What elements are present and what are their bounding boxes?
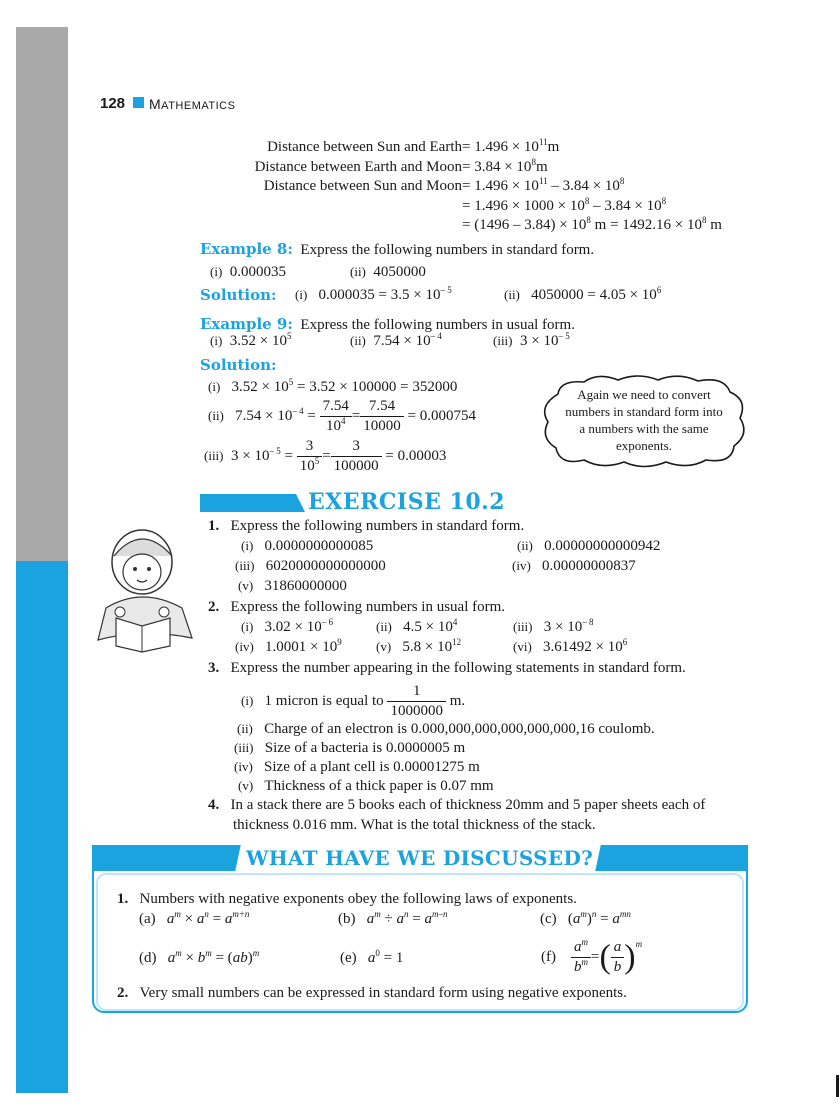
q3-part-iii: (iii) Size of a bacteria is 0.0000005 m (234, 740, 466, 756)
example-9-solution-iii: (iii) $3 \times 10^{- 5}$ = $\frac{3}{10^5}$ = $\frac{3}{100000}$ = 0.00003 (204, 438, 447, 474)
law-b: (b) $a^m \div a^n = a^{m-n}$ (338, 909, 448, 927)
example-9: Example 9: Express the following numbers in usual form. (200, 315, 575, 333)
q2-part-v: (v) $5.8 \times 10^{12}$ (376, 637, 462, 655)
discussed-point-2: 2. Very small numbers can be expressed in standard form using negative exponents. (117, 985, 627, 1001)
example-8-solution-heading: Solution: (200, 286, 277, 304)
sidebar-gray-band (16, 27, 68, 561)
q1-part-iv: (iv) 0.00000000837 (512, 558, 636, 574)
example-9-solution-heading: Solution: (200, 356, 277, 374)
page-edge-mark (836, 1075, 839, 1097)
example-8-solution-i: (i) $0.000035 = 3.5 \times 10^{- 5}$ (295, 285, 452, 303)
q2-part-ii: (ii) $4.5 \times 10^4$ (376, 617, 458, 635)
fraction: $\frac{7.54}{10000}$ (360, 397, 404, 436)
example-9-solution-ii: (ii) $7.54 \times 10^{- 4}$ = $\frac{7.54}{10^4}$ = $\frac{7.54}{10000}$ = 0.000754 (208, 398, 477, 434)
distance-sun-earth-label: Distance between Sun and Earth (267, 139, 462, 155)
q1-part-v: (v) 31860000000 (238, 578, 347, 594)
q3-part-i: (i) 1 micron is equal to $\frac{1}{1000000}$ m. (241, 683, 466, 719)
q2-part-iv: (iv) $1.0001 \times 10^9$ (235, 637, 342, 655)
distance-sun-moon-value: = $1.496 \times 10^{11} - 3.84 \times 10^8$ (462, 176, 625, 194)
q1-part-iii: (iii) 6020000000000000 (235, 558, 386, 574)
distance-step-3: = $(1496 - 3.84) \times 10^8$ $m = 1492.16 \times 10^8$ m (462, 215, 722, 233)
q1-part-i: (i) 0.0000000000085 (241, 538, 374, 554)
law-d: (d) $a^m \times b^m = (ab)^m$ (139, 948, 260, 966)
question-4: 4. In a stack there are 5 books each of thickness 20mm and 5 paper sheets each of (208, 797, 706, 813)
q3-part-iv: (iv) Size of a plant cell is 0.00001275 m (234, 759, 480, 775)
example-9-solution-i: (i) $3.52 \times 10^5 = 3.52 \times 100000 = 352000$ (208, 377, 458, 395)
q3-part-v: (v) Thickness of a thick paper is 0.07 mm (238, 778, 494, 794)
law-f: (f) $\frac{a^m}{b^m}$ =( $\frac{a}{b}$ )$^m$ (541, 937, 643, 976)
fraction: $\frac{3}{10^5}$ (297, 437, 323, 476)
discussed-point-1: 1. Numbers with negative exponents obey the following laws of exponents. (117, 891, 577, 907)
law-a: (a) $a^m \times a^n = a^{m+n}$ (139, 909, 250, 927)
example-9-part-ii: (ii) $7.54 \times 10^{- 4}$ (350, 331, 442, 349)
page-number: 128 (100, 95, 126, 112)
law-c: (c) $(a^m)^n = a^{mn}$ (540, 909, 631, 927)
q2-part-iii: (iii) $3 \times 10^{- 8}$ (513, 617, 594, 635)
discussed-title: WHAT HAVE WE DISCUSSED? (246, 846, 594, 870)
fraction: $\frac{a}{b}$ (611, 938, 625, 977)
distance-step-2: = $1.496 \times 1000 \times 10^8 - 3.84 \times 10^8$ (462, 196, 667, 214)
exercise-banner (200, 494, 296, 512)
thought-cloud-text: Again we need to convert numbers in standard form into a numbers with the same exponents. (565, 387, 723, 453)
subject-title: MATHEMATICS (149, 96, 236, 112)
sidebar-blue-band (16, 561, 68, 1093)
example-8-solution-ii: (ii) $4050000 = 4.05 \times 10^6$ (504, 285, 662, 303)
distance-sun-earth-value: = $1.496 \times 10^{11}m$ (462, 137, 560, 155)
fraction: $\frac{1}{1000000}$ (387, 682, 446, 721)
law-e: (e) $a^0 = 1$ (340, 948, 404, 966)
girl-reading-illustration (90, 526, 200, 656)
fraction: $\frac{a^m}{b^m}$ (571, 938, 591, 977)
question-2: 2. Express the following numbers in usual form. (208, 599, 506, 615)
fraction: $\frac{3}{100000}$ (331, 437, 382, 476)
example-9-part-iii: (iii) $3 \times 10^{- 5}$ (493, 331, 570, 349)
exercise-title: EXERCISE 10.2 (308, 489, 506, 515)
example-8-part-ii: (ii) 4050000 (350, 264, 426, 280)
example-8-part-i: (i) 0.000035 (210, 264, 287, 280)
q2-part-i: (i) $3.02 \times 10^{- 6}$ (241, 617, 333, 635)
distance-earth-moon-label: Distance between Earth and Moon (254, 159, 462, 175)
distance-sun-moon-label: Distance between Sun and Moon (263, 178, 462, 194)
example-9-part-i: (i) $3.52 \times 10^5$ (210, 331, 292, 349)
example-8: Example 8: Express the following numbers in standard form. (200, 240, 595, 258)
q3-part-ii: (ii) Charge of an electron is 0.000,000,000,000,000,000,16 coulomb. (237, 721, 655, 737)
question-1: 1. Express the following numbers in standard form. (208, 518, 525, 534)
question-3: 3. Express the number appearing in the following statements in standard form. (208, 660, 686, 676)
header-square-icon (133, 97, 144, 108)
fraction: $\frac{7.54}{10^4}$ (320, 397, 352, 436)
q1-part-ii: (ii) 0.00000000000942 (517, 538, 661, 554)
distance-earth-moon-value: = $3.84 \times 10^8m$ (462, 157, 548, 175)
q2-part-vi: (vi) $3.61492 \times 10^6$ (513, 637, 628, 655)
question-4-line-2: thickness 0.016 mm. What is the total thickness of the stack. (233, 817, 596, 833)
